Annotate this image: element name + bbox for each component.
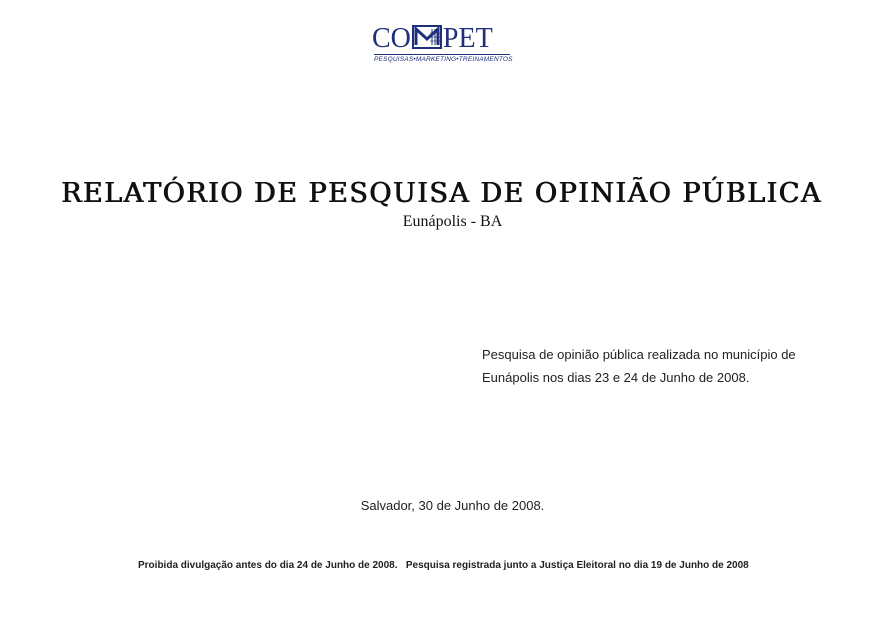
description-line-2: Eunápolis nos dias 23 e 24 de Junho de 2008. bbox=[482, 370, 750, 385]
survey-description bbox=[482, 343, 802, 389]
logo-wordmark bbox=[372, 22, 493, 56]
logo-m-building-icon bbox=[412, 23, 442, 49]
footer-notice: Proibida divulgação antes do dia 24 de Junho de 2008. Pesquisa registrada junto a Justiça Eleitoral no dia 19 de Junho de 2008 bbox=[138, 560, 749, 571]
logo-tagline: PESQUISAS•MARKETING•TREINAMENTOS bbox=[374, 56, 513, 63]
logo-text-right: PET bbox=[442, 23, 493, 54]
place-and-date: Salvador, 30 de Junho de 2008. bbox=[360, 498, 545, 513]
compet-logo bbox=[372, 22, 512, 64]
report-title: RELATÓRIO DE PESQUISA DE OPINIÃO PÚBLICA bbox=[61, 178, 822, 209]
description-line-1: Pesquisa de opinião pública realizada no município de bbox=[482, 347, 796, 362]
logo-text-left: CO bbox=[372, 23, 411, 54]
report-subtitle: Eunápolis - BA bbox=[402, 213, 503, 230]
